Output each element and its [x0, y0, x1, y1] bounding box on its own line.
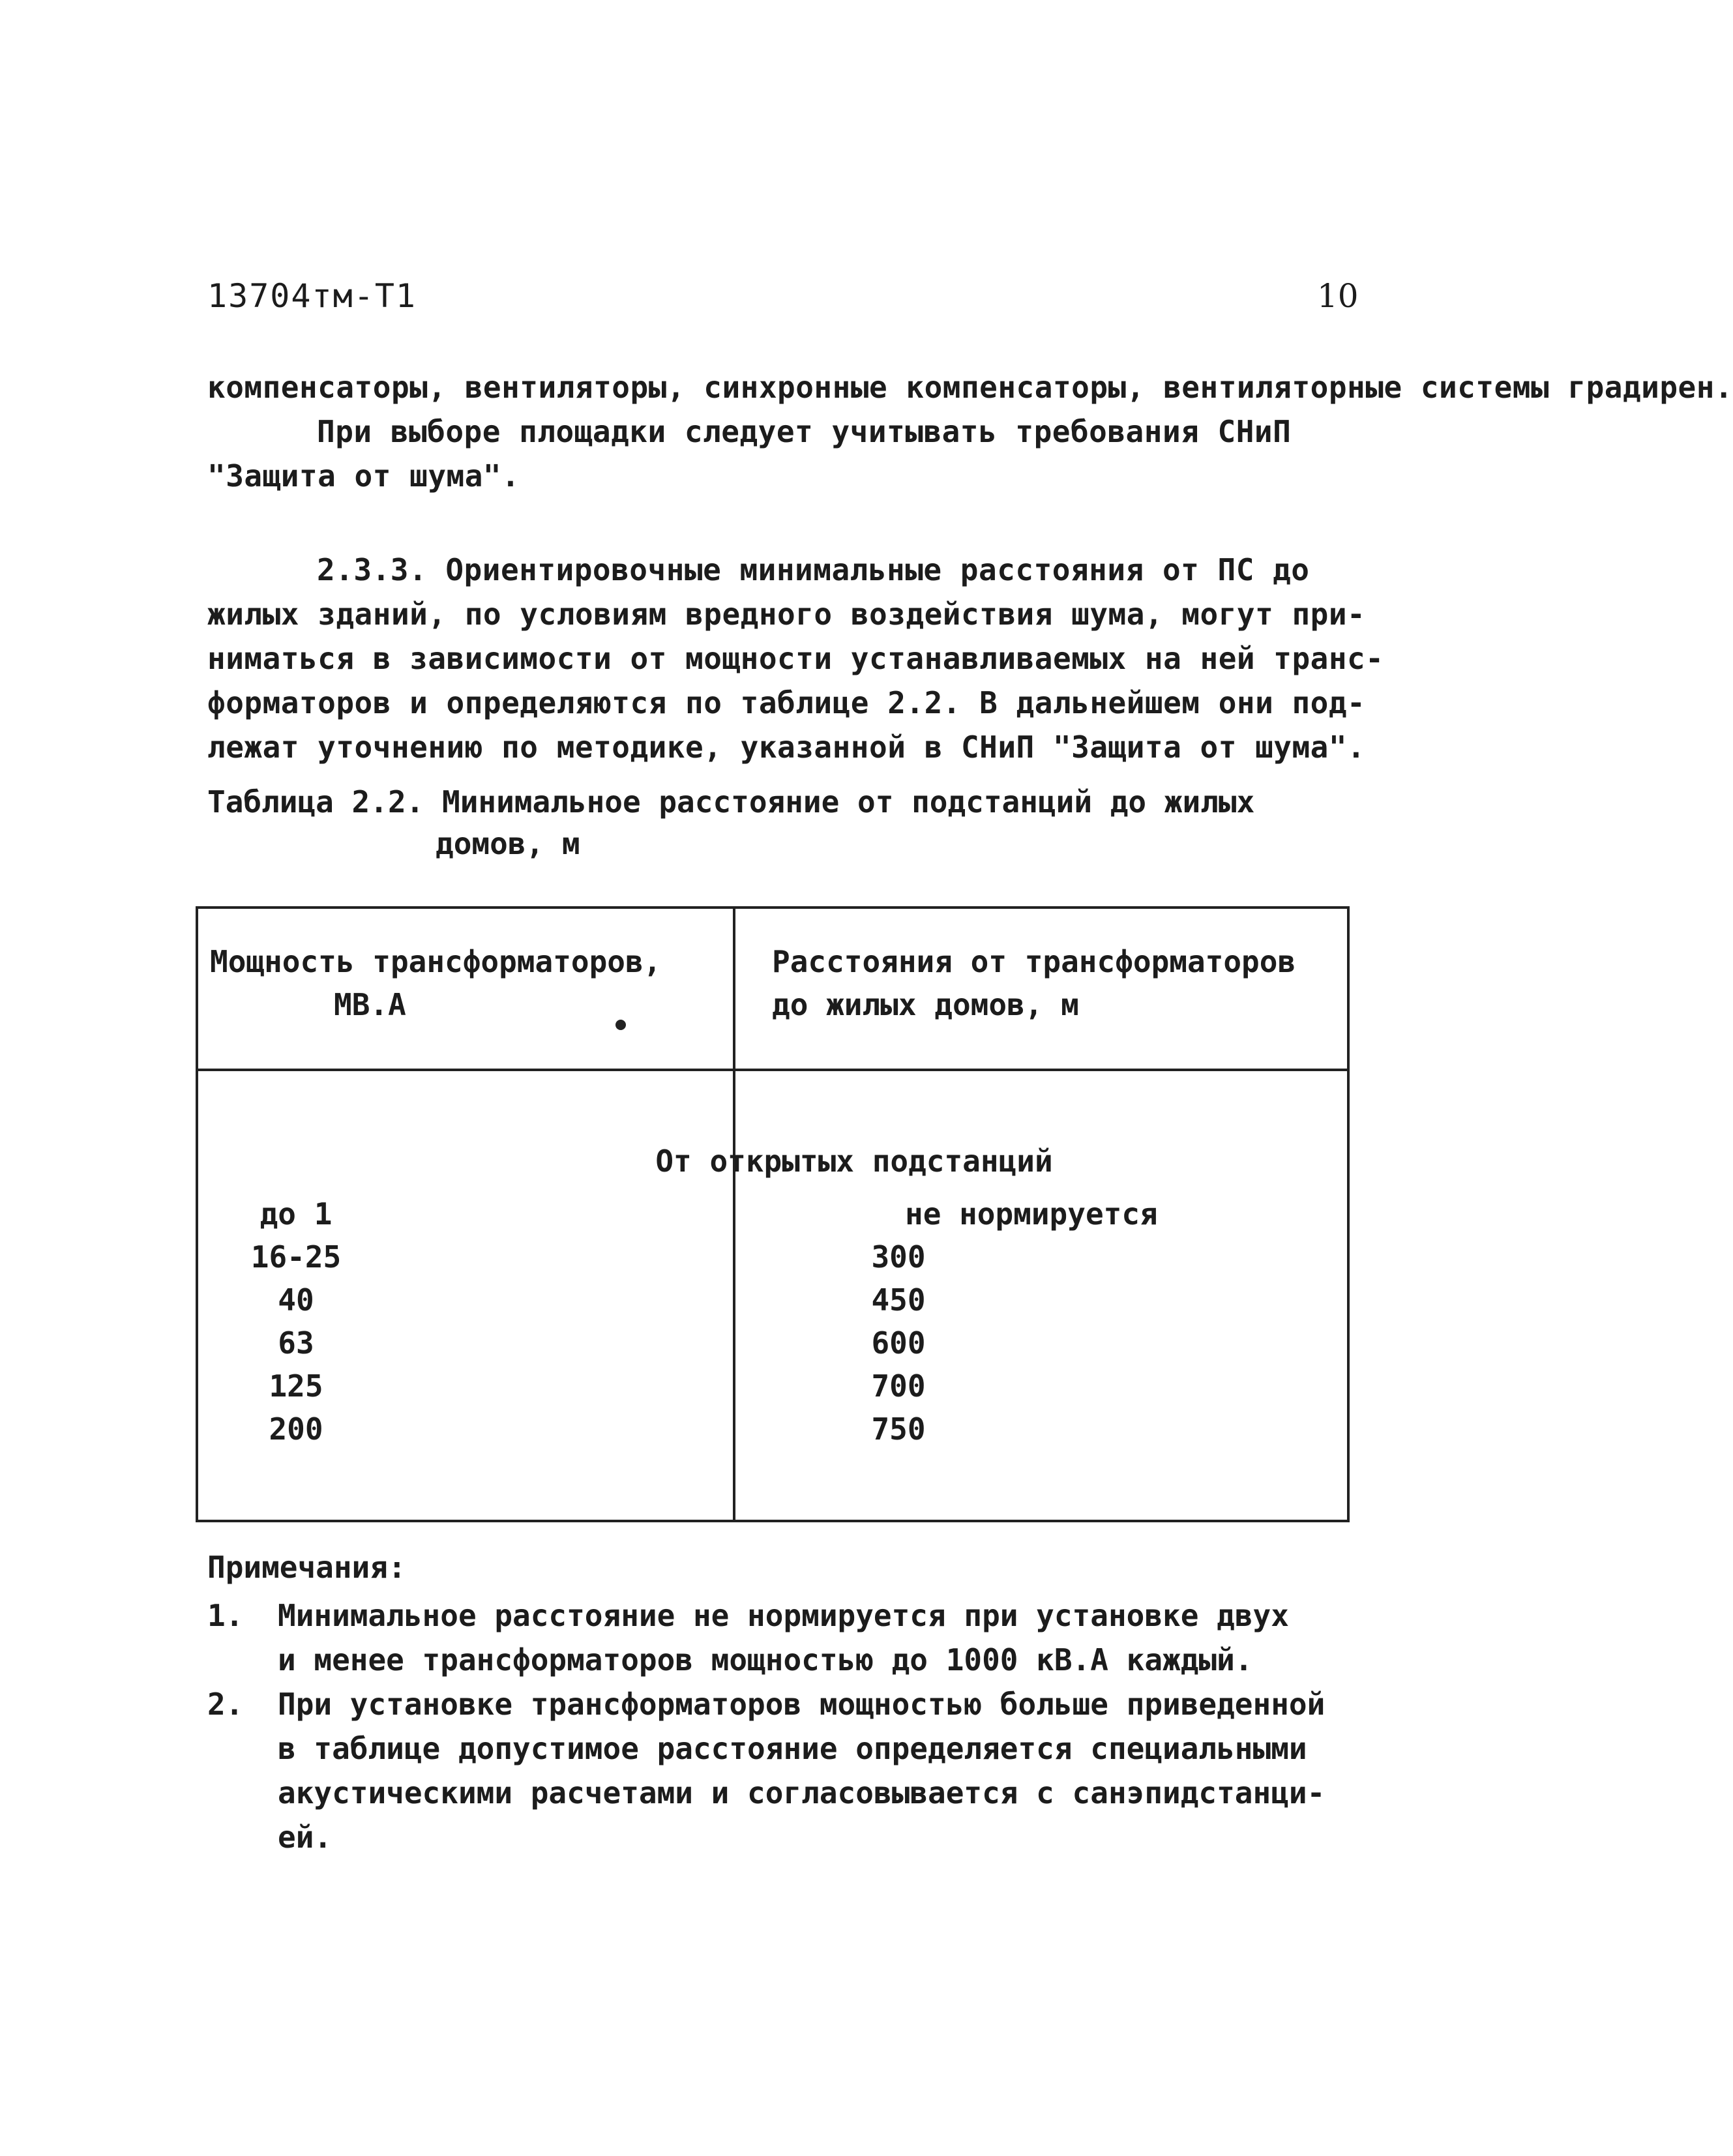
distance-table — [196, 906, 1350, 1522]
power-column — [198, 1192, 733, 1451]
table-cell-distance: 700 — [871, 1368, 926, 1404]
column-header-power-unit: МВ.А — [334, 987, 406, 1022]
column-header-power-label: Мощность трансформаторов, — [210, 944, 662, 979]
note-line: акустическими расчетами и согласовывается с санэпидстанци- — [278, 1775, 1326, 1810]
note-line: Минимальное расстояние не нормируется при установке двух — [278, 1598, 1289, 1633]
text-line: форматоров и определяются по таблице 2.2. В дальнейшем они под- — [207, 685, 1366, 720]
table-section-label — [198, 1144, 1347, 1179]
page-number: 10 — [1317, 277, 1359, 315]
column-header-distance-label: Расстояния от трансформаторов — [772, 944, 1296, 979]
distance-column — [735, 1192, 1348, 1451]
text-line: "Защита от шума". — [207, 458, 520, 494]
table-cell-distance: 750 — [871, 1411, 926, 1447]
table-cell-distance: 600 — [871, 1325, 926, 1361]
scan-speck — [615, 1020, 626, 1030]
table-cell-power: 40 — [278, 1282, 314, 1318]
table-caption-line: Таблица 2.2. Минимальное расстояние от подстанций до жилых — [207, 784, 1255, 820]
column-header-power — [210, 940, 718, 1026]
document-code: 13704тм-Т1 — [207, 277, 417, 315]
text-line: компенсаторы, вентиляторы, синхронные компенсаторы, вентиляторные системы градирен. — [207, 370, 1733, 405]
table-caption — [207, 781, 1254, 864]
note-line: и менее трансформаторов мощностью до 1000 кВ.А каждый. — [278, 1642, 1253, 1677]
column-header-distance-sub: до жилых домов, м — [772, 987, 1079, 1022]
column-header-distance — [772, 940, 1333, 1026]
table-cell-power: 63 — [278, 1325, 314, 1361]
notes-section — [207, 1545, 1342, 1859]
table-cell-distance: 300 — [871, 1239, 926, 1275]
text-line: При выборе площадки следует учитывать требования СНиП — [317, 414, 1292, 449]
table-cell-distance: 450 — [871, 1282, 926, 1318]
table-header-divider — [198, 1069, 1347, 1071]
notes-title: Примечания: — [207, 1550, 406, 1585]
paragraph-2-3-3 — [207, 548, 1384, 769]
table-cell-distance: не нормируется — [905, 1196, 1158, 1232]
note-line: При установке трансформаторов мощностью больше приведенной — [278, 1687, 1326, 1722]
note-number: 2. — [207, 1687, 244, 1722]
table-caption-line: домов, м — [436, 826, 580, 861]
table-cell-power: до 1 — [259, 1196, 333, 1232]
paragraph-intro — [207, 365, 1733, 498]
note-line: ей. — [278, 1820, 333, 1855]
note-line: в таблице допустимое расстояние определяется специальными — [278, 1731, 1307, 1766]
text-line: ниматься в зависимости от мощности устанавливаемых на ней транс- — [207, 641, 1384, 676]
text-line: жилых зданий, по условиям вредного воздействия шума, могут при- — [207, 597, 1366, 632]
note-number: 1. — [207, 1598, 244, 1633]
table-cell-power: 16-25 — [250, 1239, 342, 1275]
text-line: лежат уточнению по методике, указанной в СНиП "Защита от шума". — [207, 730, 1366, 765]
section-label-text: От открытых подстанций — [655, 1144, 1053, 1179]
text-line: 2.3.3. Ориентировочные минимальные расстояния от ПС до — [317, 552, 1310, 587]
note-item — [207, 1593, 1342, 1682]
note-item — [207, 1682, 1342, 1859]
table-cell-power: 200 — [269, 1411, 323, 1447]
table-cell-power: 125 — [269, 1368, 323, 1404]
